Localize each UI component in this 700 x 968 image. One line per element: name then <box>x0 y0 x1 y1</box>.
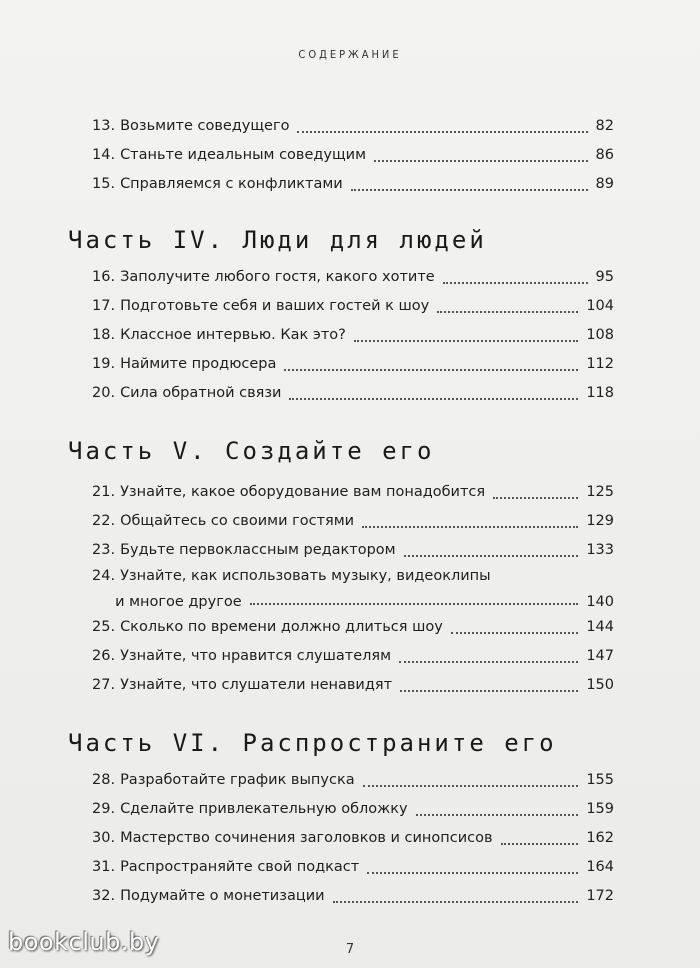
toc-entry[interactable] <box>92 379 614 408</box>
dot-leader <box>297 131 587 133</box>
dot-leader <box>333 901 579 903</box>
dot-leader <box>399 661 578 663</box>
part-heading: Часть V. Создайте его <box>68 437 435 465</box>
dot-leader <box>250 603 579 605</box>
entry-page-number: 95 <box>595 269 614 285</box>
entry-title: Узнайте, что нравится слушателям <box>120 648 392 664</box>
dot-leader <box>501 843 579 845</box>
entry-page-number: 112 <box>586 356 614 372</box>
entry-title: Сделайте привлекательную обложку <box>120 801 408 817</box>
entry-title: Наймите продюсера <box>120 356 277 372</box>
entry-page-number: 89 <box>595 176 614 192</box>
entry-page-number: 125 <box>586 484 614 500</box>
toc-entry[interactable] <box>92 642 614 671</box>
entry-number: 16. <box>92 269 116 285</box>
entry-page-number: 162 <box>586 830 614 846</box>
page-number: 7 <box>345 942 355 957</box>
toc-entry[interactable] <box>92 141 614 170</box>
part-heading: Часть IV. Люди для людей <box>68 226 487 254</box>
part-heading: Часть VI. Распространите его <box>68 729 557 757</box>
entry-title-continuation: и многое другое <box>115 594 242 610</box>
entry-page-number: 129 <box>586 513 614 529</box>
entry-title: Будьте первоклассным редактором <box>120 542 396 558</box>
toc-group <box>92 766 614 911</box>
entry-number: 24. <box>92 568 116 584</box>
toc-entry[interactable] <box>92 795 614 824</box>
entry-title: Распространяйте свой подкаст <box>120 859 360 875</box>
entry-number: 26. <box>92 648 116 664</box>
toc-group <box>92 263 614 408</box>
entry-title: Узнайте, какое оборудование вам понадобится <box>120 484 486 500</box>
toc-group <box>92 478 614 700</box>
entry-title: Подготовьте себя и ваших гостей к шоу <box>120 298 430 314</box>
dot-leader <box>404 555 579 557</box>
entry-page-number: 86 <box>595 147 614 163</box>
dot-leader <box>354 340 578 342</box>
toc-entry[interactable] <box>92 565 614 613</box>
entry-title: Справляемся с конфликтами <box>120 176 343 192</box>
entry-title: Мастерство сочинения заголовков и синопсисов <box>120 830 493 846</box>
entry-title: Узнайте, как использовать музыку, видеоклипы <box>120 568 491 584</box>
dot-leader <box>367 872 578 874</box>
entry-title: Подумайте о монетизации <box>120 888 325 904</box>
entry-title: Сколько по времени должно длиться шоу <box>120 619 443 635</box>
toc-entry[interactable] <box>92 507 614 536</box>
toc-entry[interactable] <box>92 350 614 379</box>
entry-title: Разработайте график выпуска <box>120 772 355 788</box>
toc-entry[interactable] <box>92 478 614 507</box>
entry-page-number: 133 <box>586 542 614 558</box>
entry-page-number: 155 <box>586 772 614 788</box>
entry-page-number: 118 <box>586 385 614 401</box>
dot-leader <box>289 398 578 400</box>
toc-entry[interactable] <box>92 671 614 700</box>
entry-page-number: 172 <box>586 888 614 904</box>
entry-number: 31. <box>92 859 116 875</box>
dot-leader <box>362 526 578 528</box>
entry-number: 27. <box>92 677 116 693</box>
entry-line-1 <box>92 565 614 587</box>
entry-number: 22. <box>92 513 116 529</box>
entry-number: 28. <box>92 772 116 788</box>
dot-leader <box>374 160 588 162</box>
dot-leader <box>451 632 579 634</box>
dot-leader <box>284 369 578 371</box>
toc-entry[interactable] <box>92 321 614 350</box>
dot-leader <box>351 189 588 191</box>
entry-number: 25. <box>92 619 116 635</box>
entry-number: 17. <box>92 298 116 314</box>
entry-title: Заполучите любого гостя, какого хотите <box>120 269 435 285</box>
entry-title: Общайтесь со своими гостями <box>120 513 355 529</box>
entry-number: 30. <box>92 830 116 846</box>
toc-entry[interactable] <box>92 292 614 321</box>
entry-number: 18. <box>92 327 116 343</box>
entry-number: 14. <box>92 147 116 163</box>
toc-group <box>92 112 614 199</box>
entry-number: 29. <box>92 801 116 817</box>
entry-line-2 <box>92 587 614 613</box>
toc-entry[interactable] <box>92 536 614 565</box>
entry-title: Сила обратной связи <box>120 385 282 401</box>
running-head: СОДЕРЖАНИЕ <box>298 48 402 61</box>
toc-entry[interactable] <box>92 824 614 853</box>
entry-title: Классное интервью. Как это? <box>120 327 346 343</box>
entry-number: 32. <box>92 888 116 904</box>
toc-entry[interactable] <box>92 882 614 911</box>
entry-page-number: 104 <box>586 298 614 314</box>
toc-entry[interactable] <box>92 853 614 882</box>
dot-leader <box>493 497 578 499</box>
dot-leader <box>363 785 579 787</box>
dot-leader <box>416 814 579 816</box>
entry-page-number: 147 <box>586 648 614 664</box>
entry-page-number: 140 <box>586 594 614 610</box>
entry-title: Узнайте, что слушатели ненавидят <box>120 677 393 693</box>
toc-entry[interactable] <box>92 263 614 292</box>
entry-page-number: 82 <box>595 118 614 134</box>
entry-number: 20. <box>92 385 116 401</box>
entry-number: 23. <box>92 542 116 558</box>
entry-page-number: 144 <box>586 619 614 635</box>
toc-entry[interactable] <box>92 170 614 199</box>
entry-page-number: 164 <box>586 859 614 875</box>
entry-number: 19. <box>92 356 116 372</box>
dot-leader <box>443 282 588 284</box>
entry-page-number: 150 <box>586 677 614 693</box>
toc-entry[interactable] <box>92 613 614 642</box>
entry-number: 13. <box>92 118 116 134</box>
entry-number: 21. <box>92 484 116 500</box>
dot-leader <box>400 690 578 692</box>
entry-number: 15. <box>92 176 116 192</box>
entry-page-number: 159 <box>586 801 614 817</box>
entry-title: Станьте идеальным соведущим <box>120 147 367 163</box>
toc-entry[interactable] <box>92 112 614 141</box>
toc-entry[interactable] <box>92 766 614 795</box>
entry-page-number: 108 <box>586 327 614 343</box>
dot-leader <box>437 311 578 313</box>
entry-title: Возьмите соведущего <box>120 118 290 134</box>
watermark: bookclub.by <box>8 928 160 956</box>
